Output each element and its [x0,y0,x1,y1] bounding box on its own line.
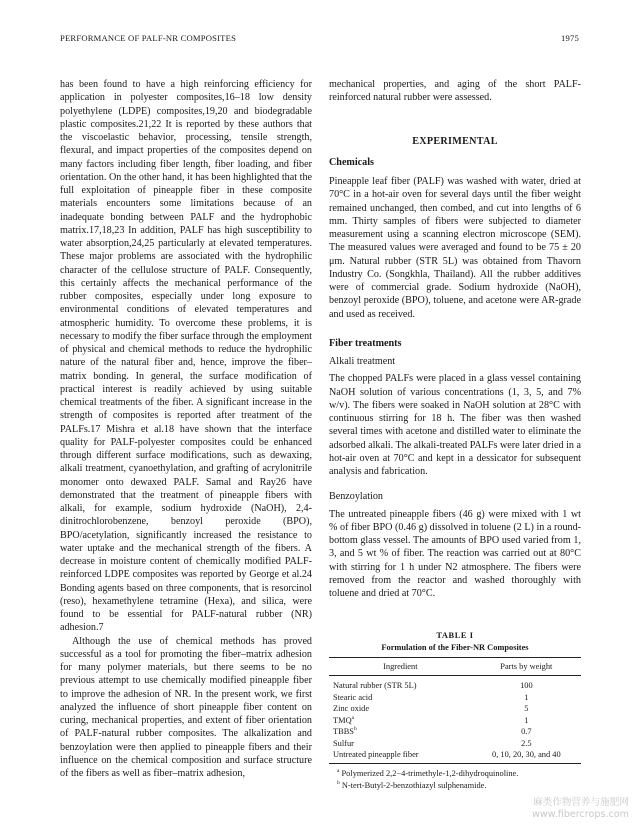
intro-paragraph: has been found to have a high reinforcing efficiency for application in polyester composites,16–18 low density polyethylene (LDPE) composites,19,20 and biodegradable plastic composites.21,22 It is reported by these authors that the viscoelastic behavior, processing, tensile strength, flexural, and impact properties of the composites depend on many factors including fiber length, fiber loading, and fiber orientation. On the other hand, it has been highlighted that the full exploitation of pineapple fiber in these composite materials encounters some limitations because of an inadequate bonding between PALF and the hydrophobic matrix.17,18,23 In addition, PALF has high susceptibility to water absorption,24,25 particularly at elevated temperatures. These major problems are associated with the hydrophilic character of the cellulose structure of PALF. Consequently, this certainly affects the mechanical performance of the rubber composites, especially under long exposure to environmental conditions of elevated temperatures and atmospheric humidity. To overcome these problems, it is necessary to modify the fiber surface through the employment of physical and chemical methods to reduce the hydrophilic nature of the natural fiber and, hence, improve the fiber–matrix bonding. In general, the surface modification of practical interest is readily achieved by using suitable chemical treatments of the fiber. A significant increase in the strength of composites is reported after treatment of the PALFs.17 Mishra et al.18 have shown that the interface quality for PALF-polyester composites could be enhanced through different surface modifications, such as dewaxing, alkali treatment, cyanoethylation, and grafting of acrylonitrile monomer onto dewaxed PALF. Samal and Ray26 have demonstrated that the treatment of pineapple fibers with alkali, for example, sodium hydroxide (NaOH), 2,4-dinitrochlorobenzene, benzoyl peroxide (BPO), BPO/acetylation, significantly increased the resistance to water uptake and the mechanical strength of the fibers. A decrease in moisture content of chemically modified PALF-reinforced LDPE composites was reported by George et al.24 Bonding agents based on three components, that is resorcinol (reso), hexamethylene tetramine (Hexa), and silica, were found to be essential for PALF-natural rubber (NR) adhesion.7 [60,79,312,634]
table-row [329,749,581,764]
right-column [329,78,581,791]
formulation-table-block [329,630,581,791]
ingredient-text: TMQ [333,715,352,725]
heading-chemicals: Chemicals [329,156,374,168]
heading-benzoylation: Benzoylation [329,491,383,503]
heading-alkali-treatment: Alkali treatment [329,356,396,367]
table-row [329,726,581,737]
left-column [60,78,312,780]
footnote-text: N-tert-Butyl-2-benzothiazyl sulphenamide. [341,780,487,790]
ingredient-text: Zinc oxide [333,704,370,714]
formulation-table [329,657,581,764]
cell-ingredient [329,715,472,726]
cell-ingredient [329,692,472,703]
alkali-paragraph: The chopped PALFs were placed in a glass vessel containing NaOH solution of various concentrations (1, 3, 5, and 7% w/v). The fibers were soaked in NaOH solution at 28°C with continuous stirring for 18 h. The fiber was then washed several times with acetone and distilled water to eliminate the adsorbed alkali. The alkali-treated PALFs were later dried in a hot-air oven at 70°C and kept in a dessicator for subsequent analysis and fabrication. [329,373,581,477]
section-title-experimental: EXPERIMENTAL [412,135,498,147]
table-row [329,715,581,726]
table-footnote-b [329,780,581,791]
watermark-line-1: 麻类作物营养与施肥网 [533,797,629,808]
cell-ingredient [329,703,472,714]
table-row [329,703,581,714]
ingredient-text: Sulfur [333,738,354,748]
ingredient-footnote-mark: a [351,714,355,721]
cell-parts-by-weight: 100 [520,681,533,691]
continued-paragraph: mechanical properties, and aging of the short PALF-reinforced natural rubber were assessed. [329,79,581,104]
cell-parts-by-weight: 1 [524,692,529,702]
cell-ingredient [329,749,472,764]
cell-ingredient [329,738,472,749]
chemicals-paragraph: Pineapple leaf fiber (PALF) was washed with water, dried at 70°C in a hot-air oven for several days until the fiber weight remained unchanged, then combed, and cut into lengths of 6 mm. Thirty samples of fibers were subjected to diameter measurement using a scanning electron microscope (SEM). The measured values were averaged and found to be 75 ± 20 μm. Natural rubber (STR 5L) was obtained from Thavorn Industry Co. (Songkhla, Thailand). All the rubber additives were of commercial grade. Sodium hydroxide (NaOH), benzoyl peroxide (BPO), toluene, and acetone were AR-grade and used as received. [329,176,581,320]
table-row [329,692,581,703]
ingredient-text: Stearic acid [333,692,373,702]
footnote-mark: b [337,779,340,786]
intro-paragraph-2: Although the use of chemical methods has proved successful as a tool for promoting the fiber–matrix adhesion for many polymer materials, but there seems to be no previous attempt to use chemically modified pineapple fiber to improve the adhesion of NR. In the present work, we first analyzed the influence of short pineapple fiber content on curing, mechanical properties, and extent of fiber orientation of PALF-natural rubber composites. The alkalization and benzoylation were then applied to pineapple fibers and their influence on the chemical composition and surface structure of the fibers as well as fiber–matrix adhesion, [60,635,312,779]
ingredient-text: TBBS [333,727,354,737]
page-number: 1975 [561,33,579,43]
table-body [329,676,581,764]
cell-ingredient [329,726,472,737]
watermark [532,797,629,821]
table-header-row [329,658,581,676]
table-footnote-a [329,768,581,779]
column-header-parts: Parts by weight [500,662,553,672]
cell-parts-by-weight: 1 [524,715,529,725]
table-label: TABLE I [436,631,474,641]
cell-parts-by-weight: 2.5 [521,738,532,748]
cell-ingredient [329,676,472,692]
column-header-ingredient: Ingredient [383,662,418,672]
running-title: PERFORMANCE OF PALF-NR COMPOSITES [60,33,237,43]
cell-parts-by-weight: 0, 10, 20, 30, and 40 [492,749,561,759]
footnote-mark: a [337,768,340,775]
cell-parts-by-weight: 5 [524,704,529,714]
benzoylation-paragraph: The untreated pineapple fibers (46 g) were mixed with 1 wt % of fiber BPO (0.46 g) dissolved in toluene (2 L) in a round-bottom glass vessel. The amounts of BPO used varied from 1, 3, and 5 wt % of fiber. The reaction was carried out at 80°C with stirring for 1 h under N2 atmosphere. The fibers were removed from the reactor and washed thoroughly with toluene and dried at 70°C. [329,508,581,599]
cell-parts-by-weight: 0.7 [521,727,532,737]
ingredient-footnote-mark: b [353,726,357,733]
footnote-text: Polymerized 2,2−4-trimethyle-1,2-dihydroquinoline. [341,769,519,779]
table-row [329,676,581,692]
watermark-line-2: www.fibercrops.com [532,809,629,820]
table-row [329,738,581,749]
heading-fiber-treatments: Fiber treatments [329,337,402,349]
ingredient-text: Natural rubber (STR 5L) [333,681,417,691]
table-caption: Formulation of the Fiber-NR Composites [381,642,529,652]
ingredient-text: Untreated pineapple fiber [333,749,419,759]
